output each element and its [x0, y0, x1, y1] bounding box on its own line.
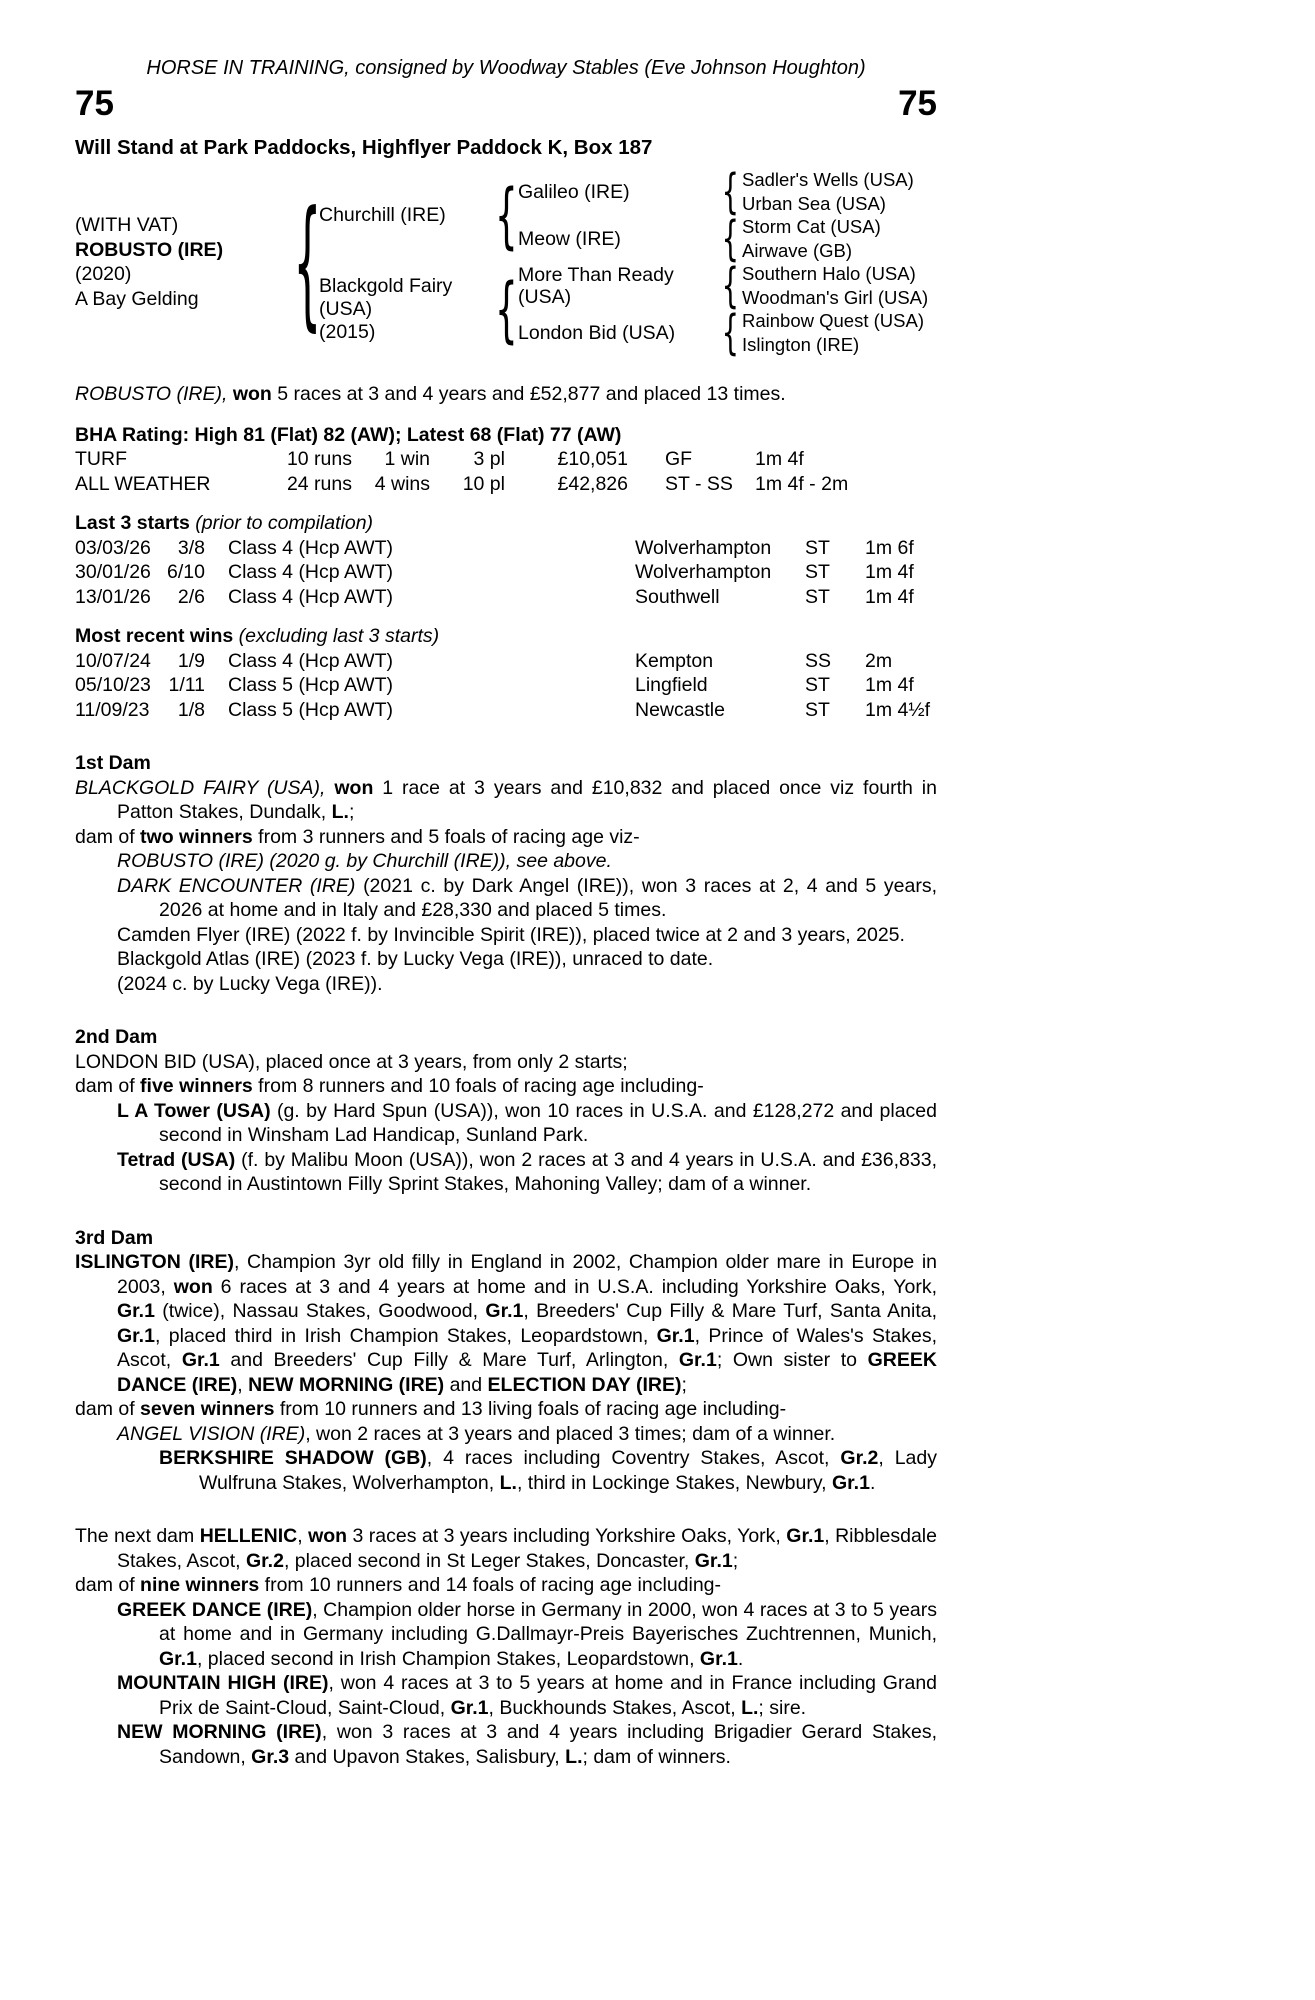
- granddam-branch: [518, 211, 937, 266]
- catalogue-page: [75, 0, 937, 1769]
- horse-name: ROBUSTO (IRE): [75, 238, 224, 261]
- ancestor-name: London Bid (USA): [518, 321, 676, 344]
- result-distance: 1m 4f: [865, 674, 914, 696]
- result-class: Class 4 (Hcp AWT): [228, 561, 394, 583]
- result-position: 1/9: [177, 649, 205, 672]
- second-dam-branch: [518, 305, 937, 360]
- recent-wins-heading: Most recent wins (excluding last 3 starts): [75, 625, 440, 647]
- result-position: 1/8: [177, 698, 205, 721]
- table-row: [75, 673, 937, 698]
- record-surface: ALL WEATHER: [75, 472, 211, 495]
- result-distance: 1m 4½f: [865, 698, 931, 721]
- damsire-branch: [518, 258, 937, 313]
- ancestor-name: Urban Sea (USA): [742, 192, 886, 214]
- sire-name: Churchill (IRE): [319, 203, 446, 226]
- pedigree-brace-sire: {: [494, 173, 518, 257]
- section-heading-first-dam: 1st Dam: [75, 752, 151, 774]
- result-position: 3/8: [177, 536, 205, 559]
- progeny-entry: GREEK DANCE (IRE), Champion older horse in Germany in 2000, won 4 races at 3 to 5 years at home and in Germany including G.Dallmayr-Preis Bayerisches Zuchtrennen, Munich, Gr.1, placed second in Irish Champion Stakes, Leopardstown, Gr.1.: [117, 1598, 937, 1670]
- result-going: SS: [805, 649, 832, 672]
- dam-name: Blackgold Fairy (USA) (2015): [319, 262, 494, 356]
- result-class: Class 5 (Hcp AWT): [228, 698, 394, 721]
- ancestor-name: Woodman's Girl (USA): [742, 286, 929, 308]
- progeny-entry: Tetrad (USA) (f. by Malibu Moon (USA)), won 2 races at 3 and 4 years in U.S.A. and £36,833, second in Austintown Filly Sprint Stakes, Mahoning Valley; dam of a winner.: [117, 1148, 937, 1195]
- section-heading-second-dam: 2nd Dam: [75, 1026, 158, 1048]
- progeny-entry: ROBUSTO (IRE) (2020 g. by Churchill (IRE)), see above.: [117, 850, 612, 872]
- result-going: ST: [805, 561, 830, 583]
- progeny-entry: (2024 c. by Lucky Vega (IRE)).: [117, 972, 383, 995]
- dam-branch: [319, 258, 937, 360]
- table-row: [75, 536, 937, 561]
- pedigree-brace: {: [721, 258, 739, 313]
- lot-number-right: 75: [898, 84, 937, 123]
- ancestor-name: Sadler's Wells (USA): [742, 169, 914, 190]
- pedigree-brace-root: {: [292, 179, 322, 345]
- pedigree-brace: {: [721, 305, 739, 360]
- pedigree-subject: [75, 168, 295, 356]
- record-going: ST - SS: [665, 472, 733, 495]
- result-position: 2/6: [177, 585, 205, 608]
- progeny-entry: BERKSHIRE SHADOW (GB), 4 races including Coventry Stakes, Ascot, Gr.2, Lady Wulfruna Stakes, Wolverhampton, L., third in Lockinge Stakes, Newbury, Gr.1.: [159, 1447, 937, 1494]
- next-dam-paragraph: The next dam HELLENIC, won 3 races at 3 years including Yorkshire Oaks, York, Gr.1, Ribblesdale Stakes, Ascot, Gr.2, placed second in St Leger Stakes, Doncaster, Gr.1;: [75, 1525, 937, 1572]
- record-places: 10 pl: [462, 472, 505, 495]
- progeny-entry: L A Tower (USA) (g. by Hard Spun (USA)), won 10 races in U.S.A. and £128,272 and placed second in Winsham Lad Handicap, Sunland Park.: [117, 1099, 937, 1146]
- result-venue: Wolverhampton: [635, 536, 772, 559]
- result-position: 1/11: [168, 674, 205, 696]
- vat-note: (WITH VAT): [75, 214, 179, 236]
- table-row: [75, 698, 937, 723]
- result-class: Class 4 (Hcp AWT): [228, 649, 394, 672]
- race-summary: ROBUSTO (IRE), won 5 races at 3 and 4 years and £52,877 and placed 13 times.: [75, 383, 786, 405]
- section-heading-third-dam: 3rd Dam: [75, 1226, 154, 1249]
- ancestor-name: Meow (IRE): [518, 227, 621, 250]
- result-date: 13/01/26: [75, 585, 151, 608]
- ancestor-name: More Than Ready (USA): [518, 263, 674, 308]
- record-earnings: £42,826: [557, 472, 628, 495]
- race-record-table: [75, 447, 937, 496]
- record-going: GF: [665, 448, 693, 470]
- progeny-entry: NEW MORNING (IRE), won 3 races at 3 and 4 years including Brigadier Gerard Stakes, Sandown, Gr.3 and Upavon Stakes, Salisbury, L.; dam of winners.: [117, 1721, 937, 1768]
- consignor-line: HORSE IN TRAINING, consigned by Woodway Stables (Eve Johnson Houghton): [146, 57, 866, 79]
- result-going: ST: [805, 674, 830, 696]
- result-distance: 1m 4f: [865, 561, 914, 583]
- ancestor-name: Rainbow Quest (USA): [742, 310, 924, 331]
- progeny-entry: ANGEL VISION (IRE), won 2 races at 3 years and placed 3 times; dam of a winner.: [117, 1422, 836, 1445]
- record-places: 3 pl: [473, 448, 505, 470]
- result-going: ST: [805, 536, 830, 559]
- ancestor-name: Airwave (GB): [742, 239, 852, 261]
- table-row: [75, 472, 937, 497]
- dam-year: (2015): [319, 320, 376, 343]
- result-class: Class 5 (Hcp AWT): [228, 674, 394, 696]
- table-row: [75, 560, 937, 585]
- bha-rating-line: BHA Rating: High 81 (Flat) 82 (AW); Latest 68 (Flat) 77 (AW): [75, 423, 622, 446]
- result-going: ST: [805, 698, 830, 721]
- result-date: 30/01/26: [75, 561, 151, 583]
- result-going: ST: [805, 585, 830, 608]
- foaling-year: (2020): [75, 263, 132, 285]
- sire-branch: [319, 164, 937, 266]
- record-distance: 1m 4f - 2m: [755, 472, 849, 495]
- lot-number-row: [75, 86, 937, 121]
- result-venue: Newcastle: [635, 698, 725, 721]
- last-starts-table: [75, 536, 937, 610]
- result-date: 11/09/23: [75, 698, 150, 721]
- result-date: 10/07/24: [75, 649, 151, 672]
- record-runs: 24 runs: [286, 472, 352, 495]
- result-class: Class 4 (Hcp AWT): [228, 585, 394, 608]
- recent-wins-table: [75, 649, 937, 723]
- result-distance: 1m 6f: [865, 536, 914, 559]
- grandsire-branch: [518, 164, 937, 219]
- lot-number-left: 75: [75, 84, 114, 123]
- record-distance: 1m 4f: [755, 448, 804, 470]
- result-distance: 2m: [865, 649, 893, 672]
- record-surface: TURF: [75, 448, 127, 470]
- result-class: Class 4 (Hcp AWT): [228, 536, 394, 559]
- stand-location-line: Will Stand at Park Paddocks, Highflyer Paddock K, Box 187: [75, 136, 653, 159]
- record-wins: 1 win: [384, 448, 430, 470]
- dam-count-line: dam of nine winners from 10 runners and 14 foals of racing age including-: [75, 1574, 722, 1596]
- dam-count-line: dam of five winners from 8 runners and 10 foals of racing age including-: [75, 1075, 704, 1097]
- ancestor-name: Southern Halo (USA): [742, 263, 916, 284]
- dam-count-line: dam of seven winners from 10 runners and 13 living foals of racing age including-: [75, 1398, 787, 1420]
- ancestor-name: Storm Cat (USA): [742, 216, 881, 237]
- progeny-entry: DARK ENCOUNTER (IRE) (2021 c. by Dark Angel (IRE)), won 3 races at 2, 4 and 5 years, 2026 at home and in Italy and £28,330 and placed 5 times.: [117, 874, 937, 921]
- progeny-entry: MOUNTAIN HIGH (IRE), won 4 races at 3 to 5 years at home and in France including Grand Prix de Saint-Cloud, Saint-Cloud, Gr.1, Buckhounds Stakes, Ascot, L.; sire.: [117, 1672, 938, 1719]
- dam-intro-paragraph: BLACKGOLD FAIRY (USA), won 1 race at 3 years and £10,832 and placed once viz fourth in Patton Stakes, Dundalk, L.;: [75, 776, 937, 823]
- result-date: 05/10/23: [75, 674, 151, 696]
- table-row: [75, 649, 937, 674]
- last-starts-heading: Last 3 starts (prior to compilation): [75, 512, 374, 534]
- record-earnings: £10,051: [557, 448, 628, 470]
- result-venue: Lingfield: [635, 674, 708, 696]
- result-venue: Kempton: [635, 649, 714, 672]
- result-date: 03/03/26: [75, 536, 151, 559]
- dam-intro-paragraph: LONDON BID (USA), placed once at 3 years, from only 2 starts;: [75, 1050, 628, 1073]
- result-venue: Wolverhampton: [635, 561, 772, 583]
- table-row: [75, 447, 937, 472]
- ancestor-name: Islington (IRE): [742, 333, 860, 355]
- ancestor-name: Galileo (IRE): [518, 180, 630, 203]
- pedigree-brace: {: [721, 164, 739, 219]
- result-venue: Southwell: [635, 585, 720, 608]
- record-runs: 10 runs: [286, 448, 352, 470]
- progeny-entry: Camden Flyer (IRE) (2022 f. by Invincible Spirit (IRE)), placed twice at 2 and 3 years, 2025.: [117, 923, 905, 946]
- horse-description: A Bay Gelding: [75, 287, 199, 310]
- table-row: [75, 585, 937, 610]
- pedigree-brace-dam: {: [494, 267, 518, 351]
- result-distance: 1m 4f: [865, 585, 914, 608]
- record-wins: 4 wins: [374, 472, 430, 495]
- dam-count-line: dam of two winners from 3 runners and 5 foals of racing age viz-: [75, 825, 640, 848]
- pedigree-table: [75, 164, 937, 360]
- pedigree-brace: {: [721, 211, 739, 266]
- result-position: 6/10: [167, 561, 205, 583]
- progeny-entry: Blackgold Atlas (IRE) (2023 f. by Lucky Vega (IRE)), unraced to date.: [117, 948, 714, 970]
- dam-intro-paragraph: ISLINGTON (IRE), Champion 3yr old filly in England in 2002, Champion older mare in Europe in 2003, won 6 races at 3 and 4 years at home and in U.S.A. including Yorkshire Oaks, York, Gr.1 (twice), Nassau Stakes, Goodwood, Gr.1, Breeders' Cup Filly & Mare Turf, Santa Anita, Gr.1, placed third in Irish Champion Stakes, Leopardstown, Gr.1, Prince of Wales's Stakes, Ascot, Gr.1 and Breeders' Cup Filly & Mare Turf, Arlington, Gr.1; Own sister to GREEK DANCE (IRE), NEW MORNING (IRE) and ELECTION DAY (IRE);: [75, 1251, 938, 1396]
